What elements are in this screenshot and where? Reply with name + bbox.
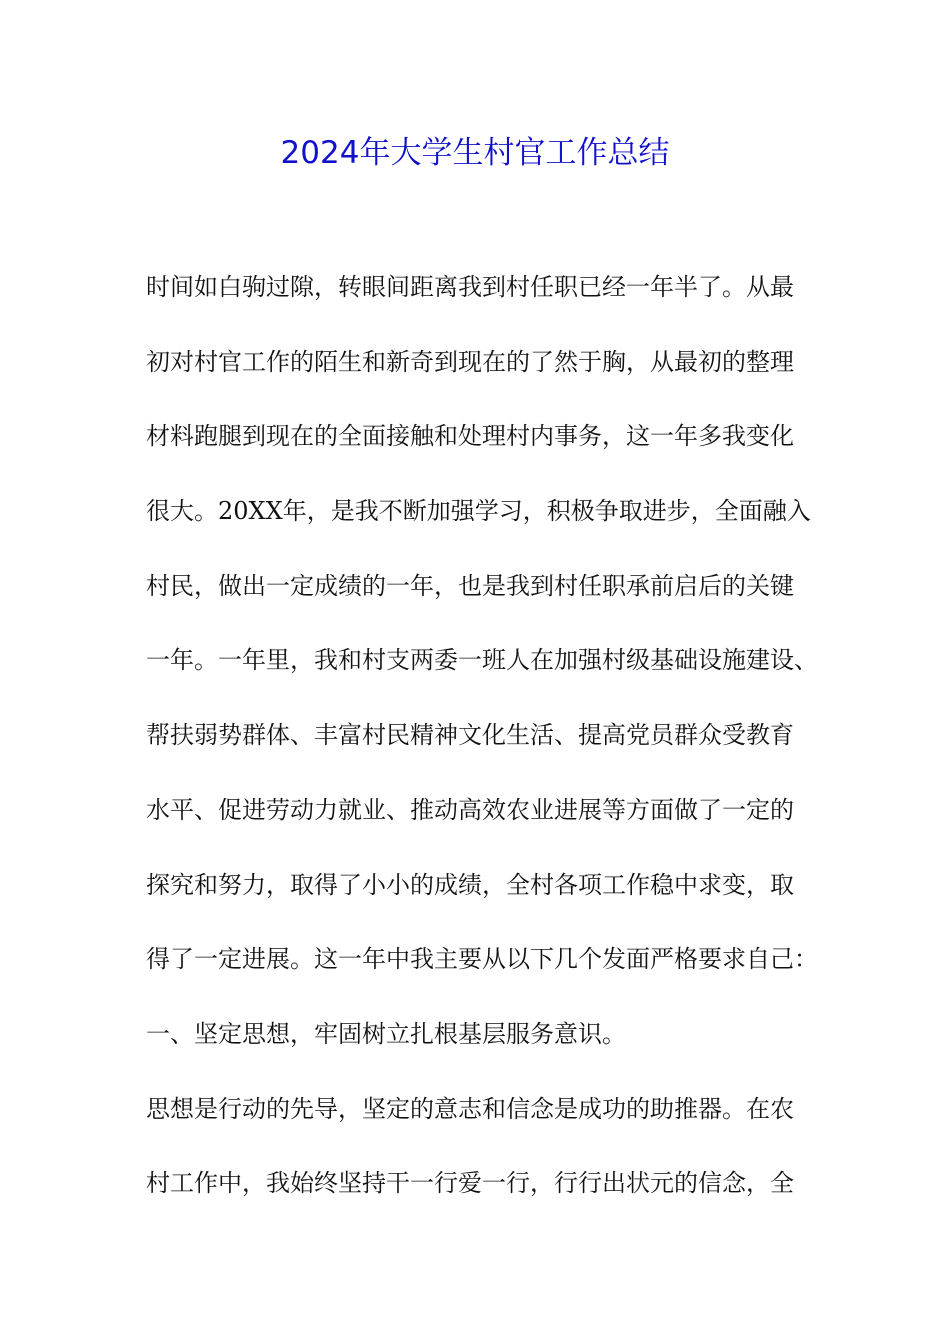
body-line-13: 村工作中，我始终坚持干一行爱一行，行行出状元的信念，全	[146, 1169, 794, 1198]
body-line-6: 一年。一年里，我和村支两委一班人在加强村级基础设施建设、	[146, 646, 818, 675]
body-line-5: 村民，做出一定成绩的一年，也是我到村任职承前启后的关键	[146, 571, 794, 600]
body-line-3: 材料跑腿到现在的全面接触和处理村内事务，这一年多我变化	[146, 422, 794, 451]
body-line-4: 很大。20XX年，是我不断加强学习，积极争取进步，全面融入	[146, 497, 811, 526]
body-line-10: 得了一定进展。这一年中我主要从以下几个发面严格要求自己：	[146, 945, 818, 974]
document-body	[146, 262, 826, 1233]
body-line-9: 探究和努力，取得了小小的成绩，全村各项工作稳中求变，取	[146, 870, 794, 899]
body-line-7: 帮扶弱势群体、丰富村民精神文化生活、提高党员群众受教育	[146, 721, 794, 750]
section-heading-1: 一、坚定思想，牢固树立扎根基层服务意识。	[146, 1019, 626, 1048]
body-line-2: 初对村官工作的陌生和新奇到现在的了然于胸，从最初的整理	[146, 347, 794, 376]
document-title: 2024年大学生村官工作总结	[280, 135, 670, 171]
body-line-12: 思想是行动的先导，坚定的意志和信念是成功的助推器。在农	[146, 1094, 794, 1123]
body-line-1: 时间如白驹过隙，转眼间距离我到村任职已经一年半了。从最	[146, 273, 794, 301]
body-line-8: 水平、促进劳动力就业、推动高效农业进展等方面做了一定的	[146, 795, 794, 824]
